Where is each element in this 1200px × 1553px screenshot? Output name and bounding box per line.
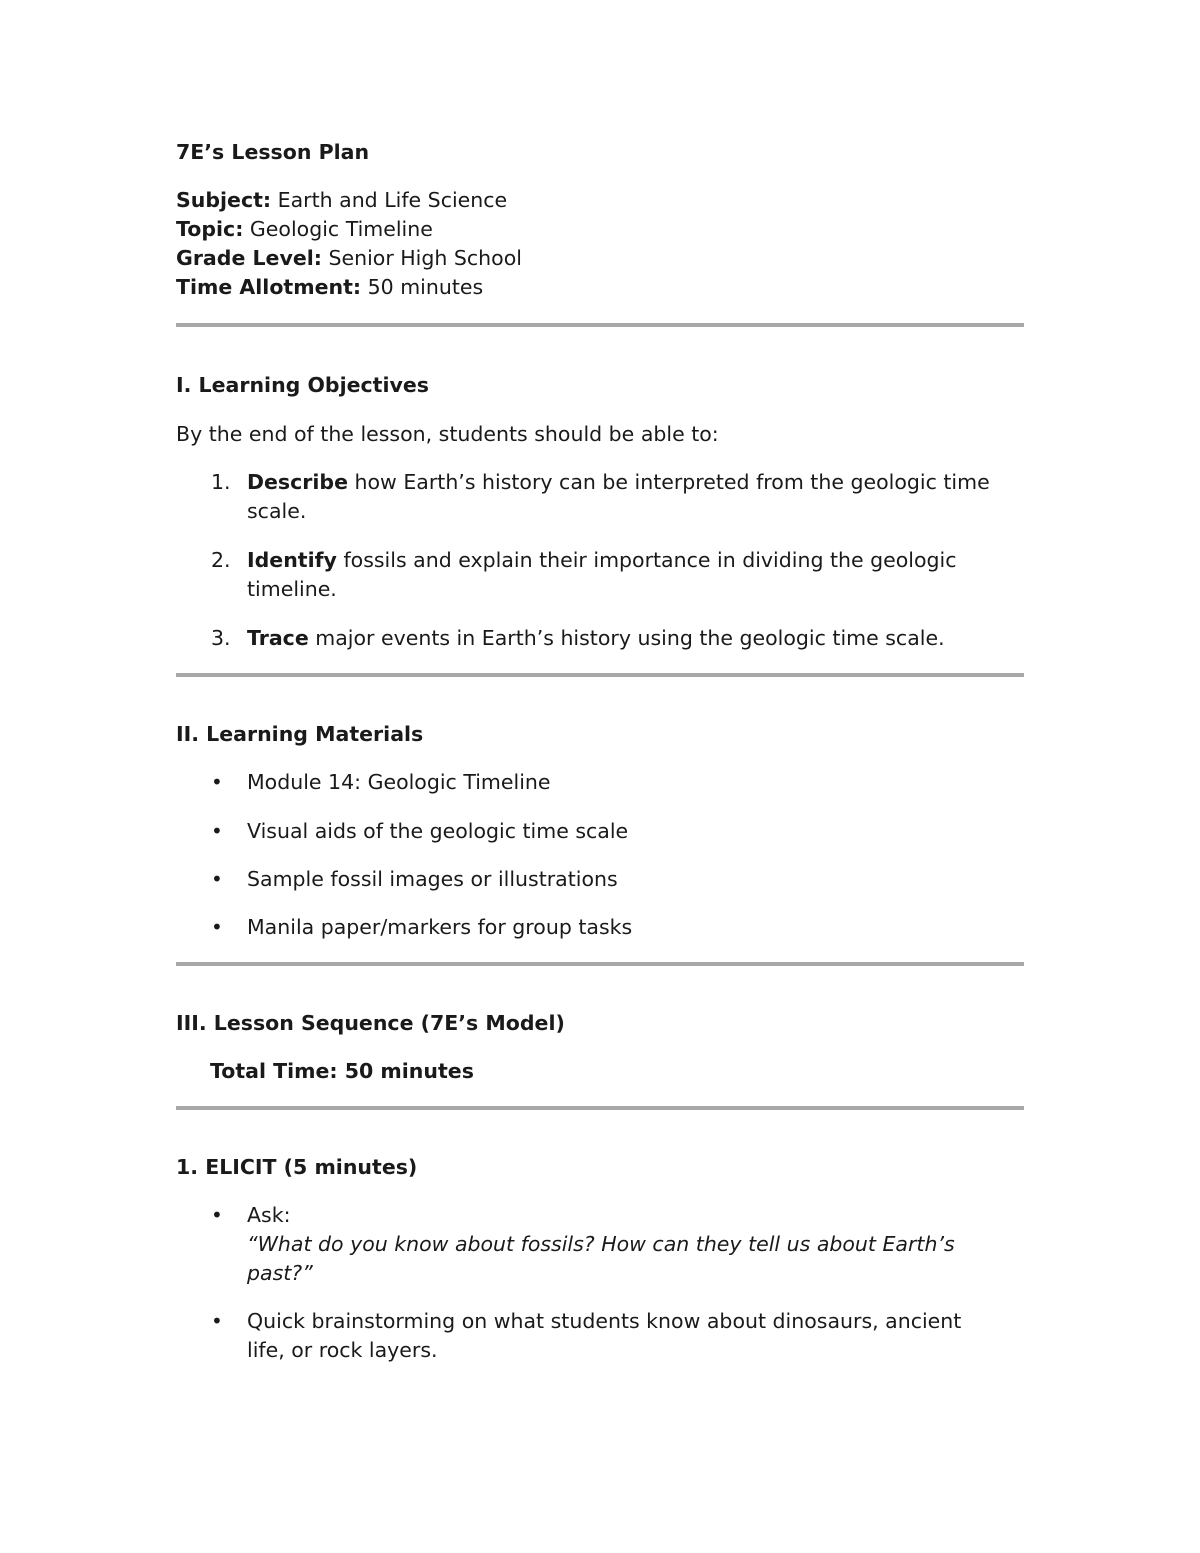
objective-item [176,468,1024,526]
meta-grade-level [176,244,1024,273]
meta-subject-label: Subject: [176,188,272,212]
ask-quote: “What do you know about fossils? How can they tell us about Earth’s past?” [247,1232,955,1285]
objectives-heading: I. Learning Objectives [176,373,429,397]
material-text: Sample fossil images or illustrations [247,867,618,891]
meta-topic [176,215,1024,244]
meta-subject [176,186,1024,215]
objective-number: 1. [211,470,231,494]
total-time: Total Time: 50 minutes [210,1059,474,1083]
materials-list [176,768,1024,942]
lesson-plan-page [176,138,1024,1365]
meta-time-allotment-label: Time Allotment: [176,275,362,299]
meta-grade-level-label: Grade Level: [176,246,322,270]
objective-verb: Describe [247,470,348,494]
meta-time-allotment-value: 50 minutes [361,275,484,299]
meta-time-allotment [176,273,1024,302]
brainstorm-text: Quick brainstorming on what students know about dinosaurs, ancient life, or rock layers. [247,1309,962,1362]
meta-topic-label: Topic: [176,217,244,241]
meta-grade-level-value: Senior High School [321,246,522,270]
elicit-list [176,1201,1024,1365]
material-text: Manila paper/markers for group tasks [247,915,633,939]
sequence-heading: III. Lesson Sequence (7E’s Model) [176,1011,565,1035]
objectives-list [176,468,1024,653]
material-text: Visual aids of the geologic time scale [247,819,629,843]
bullet-icon: • [211,1309,223,1333]
elicit-heading: 1. ELICIT (5 minutes) [176,1155,418,1179]
elicit-item [176,1201,1024,1288]
ask-label: Ask: [247,1203,291,1227]
objective-number: 3. [211,626,231,650]
material-item [176,768,1024,797]
document-title: 7E’s Lesson Plan [176,140,370,164]
objective-number: 2. [211,548,231,572]
elicit-item [176,1307,1024,1365]
bullet-icon: • [211,915,223,939]
bullet-icon: • [211,770,223,794]
material-item [176,865,1024,894]
meta-topic-value: Geologic Timeline [243,217,433,241]
divider [176,962,1024,966]
divider [176,673,1024,677]
material-item [176,913,1024,942]
material-item [176,817,1024,846]
meta-subject-value: Earth and Life Science [271,188,508,212]
objective-verb: Trace [247,626,309,650]
objective-text: fossils and explain their importance in dividing the geologic timeline. [247,548,957,601]
materials-heading: II. Learning Materials [176,722,424,746]
objective-text: major events in Earth’s history using the geologic time scale. [308,626,945,650]
bullet-icon: • [211,867,223,891]
objective-item [176,624,1024,653]
bullet-icon: • [211,819,223,843]
objective-verb: Identify [247,548,337,572]
objective-text: how Earth’s history can be interpreted from the geologic time scale. [247,470,990,523]
objective-item [176,546,1024,604]
bullet-icon: • [211,1203,223,1227]
material-text: Module 14: Geologic Timeline [247,770,551,794]
divider [176,1106,1024,1110]
divider [176,323,1024,327]
objectives-intro: By the end of the lesson, students should be able to: [176,422,719,446]
